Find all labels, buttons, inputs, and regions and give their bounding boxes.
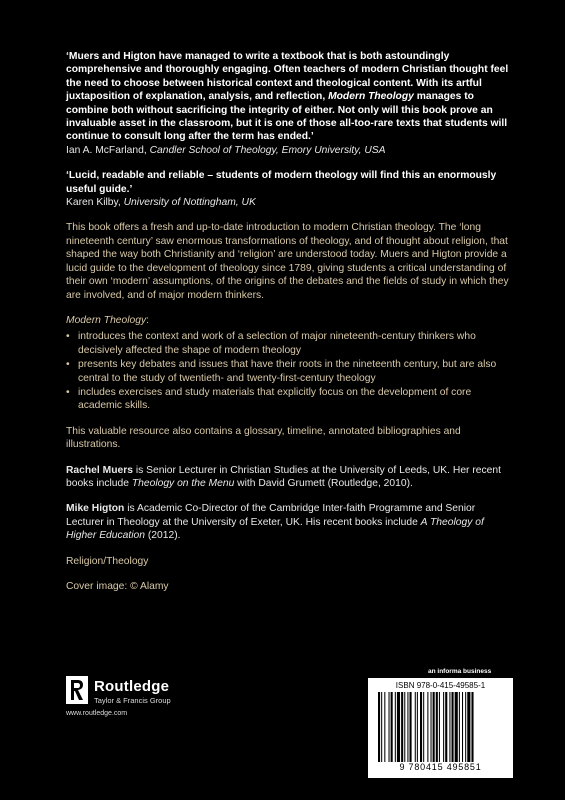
barcode-bar [401,692,403,762]
publisher-url: www.routledge.com [66,710,128,717]
barcode-bar [391,692,393,762]
barcode-bar [404,692,405,762]
barcode-bar [439,692,440,762]
barcode-bar [381,692,382,762]
barcode-bar [389,692,390,762]
barcode-bar [449,692,450,762]
endorsement-kilby: ‘Lucid, readable and reliable – students of modern theology will find this an enormously useful guide.’ [66,170,497,195]
endorsement-kilby-author: Karen Kilby, University of Nottingham, UK [66,197,256,209]
barcode-bar [452,692,454,762]
feature-item: • presents key debates and issues that have their roots in the nineteenth century, but are also central to the study of twentieth- and twenty-first-century theology [66,358,514,385]
barcode-bar [407,692,408,762]
book-description: This book offers a fresh and up-to-date introduction to modern Christian theology. The ‘long nineteenth century’ saw enormous transformations of theology, and of thought about religion, that shaped the way both Christianity and ‘religion’ are understood today. Muers and Higton provide a lucid guide to the development of theology since 1789, giving students a critical understanding of their own ‘modern’ assumptions, of the origins of the debates and the fields of study in which they are involved, and of major modern thinkers. [66,222,509,301]
barcode-bar [445,692,447,762]
informa-tagline: an informa business [428,668,492,675]
author-bio-higton: Mike Higton is Academic Co-Director of the Cambridge Inter-faith Programme and Senior Lecturer in Theology at the University of Exeter, UK. His recent books include A Theology of Higher Education (2012). [66,503,484,542]
features-heading: Modern Theology: [66,314,150,326]
barcode-bar [395,692,396,762]
barcode-bar [443,692,444,762]
author-bio-muers: Rachel Muers is Senior Lecturer in Christian Studies at the University of Leeds, UK. Her recent books include Theology on the Menu with David Grumett (Routledge, 2010). [66,464,501,489]
barcode-panel [368,678,513,778]
barcode-bar [397,692,400,762]
barcode-bar [410,692,412,762]
barcode-bar [427,692,428,762]
routledge-logo [66,676,226,736]
barcode-number: 9 780415 495851 [399,762,482,772]
cover-image-credit: Cover image: © Alamy [66,581,169,592]
barcode-bar [471,692,473,762]
endorsement-mcfarland: ‘Muers and Higton have managed to write a textbook that is both astoundingly comprehensive and thoroughly engaging. Often teachers of modern Christian thought feel the need to choose between historical context and theological content. With its artful juxtaposition of explanation, analysis, and reflection, Modern Theology manages to combine both without sacrificing the integrity of either. Not only will this book prove an invaluable asset in the classroom, but it is one of those all-too-rare texts that students will continue to consult long after the term has ended.’ [66,51,509,143]
subject-category: Religion/Theology [66,555,149,567]
barcode-bar [433,692,435,762]
features-list [66,330,514,412]
feature-item: • introduces the context and work of a selection of major nineteenth-century thinkers who decisively affected the shape of modern theology [66,330,514,357]
feature-item: • includes exercises and study materials that explicitly focus on the development of core academic skills. [66,386,514,413]
barcode-bar [462,692,463,762]
barcode-bar [436,692,438,762]
barcode-bar [415,692,416,762]
barcode-bar [467,692,470,762]
barcode-bar [423,692,424,762]
barcode-bar [417,692,418,762]
barcode-bar [459,692,460,762]
barcode-bar [431,692,432,762]
barcode-bar [378,692,380,762]
endorsement-mcfarland-author: Ian A. McFarland, Candler School of Theology, Emory University, USA [66,144,386,156]
publisher-group: Taylor & Francis Group [94,696,171,705]
routledge-r-icon [66,676,88,704]
barcode-bar [465,692,466,762]
barcode-bar [384,692,385,762]
barcode-icon [378,692,503,762]
isbn-label: ISBN 978-0-415-49585-1 [395,681,486,690]
publisher-name: Routledge [94,678,170,695]
barcode-bar [420,692,422,762]
barcode-bar [455,692,458,762]
cover-text [66,50,514,593]
resources-text: This valuable resource also contains a glossary, timeline, annotated bibliographies and illustrations. [66,425,461,451]
